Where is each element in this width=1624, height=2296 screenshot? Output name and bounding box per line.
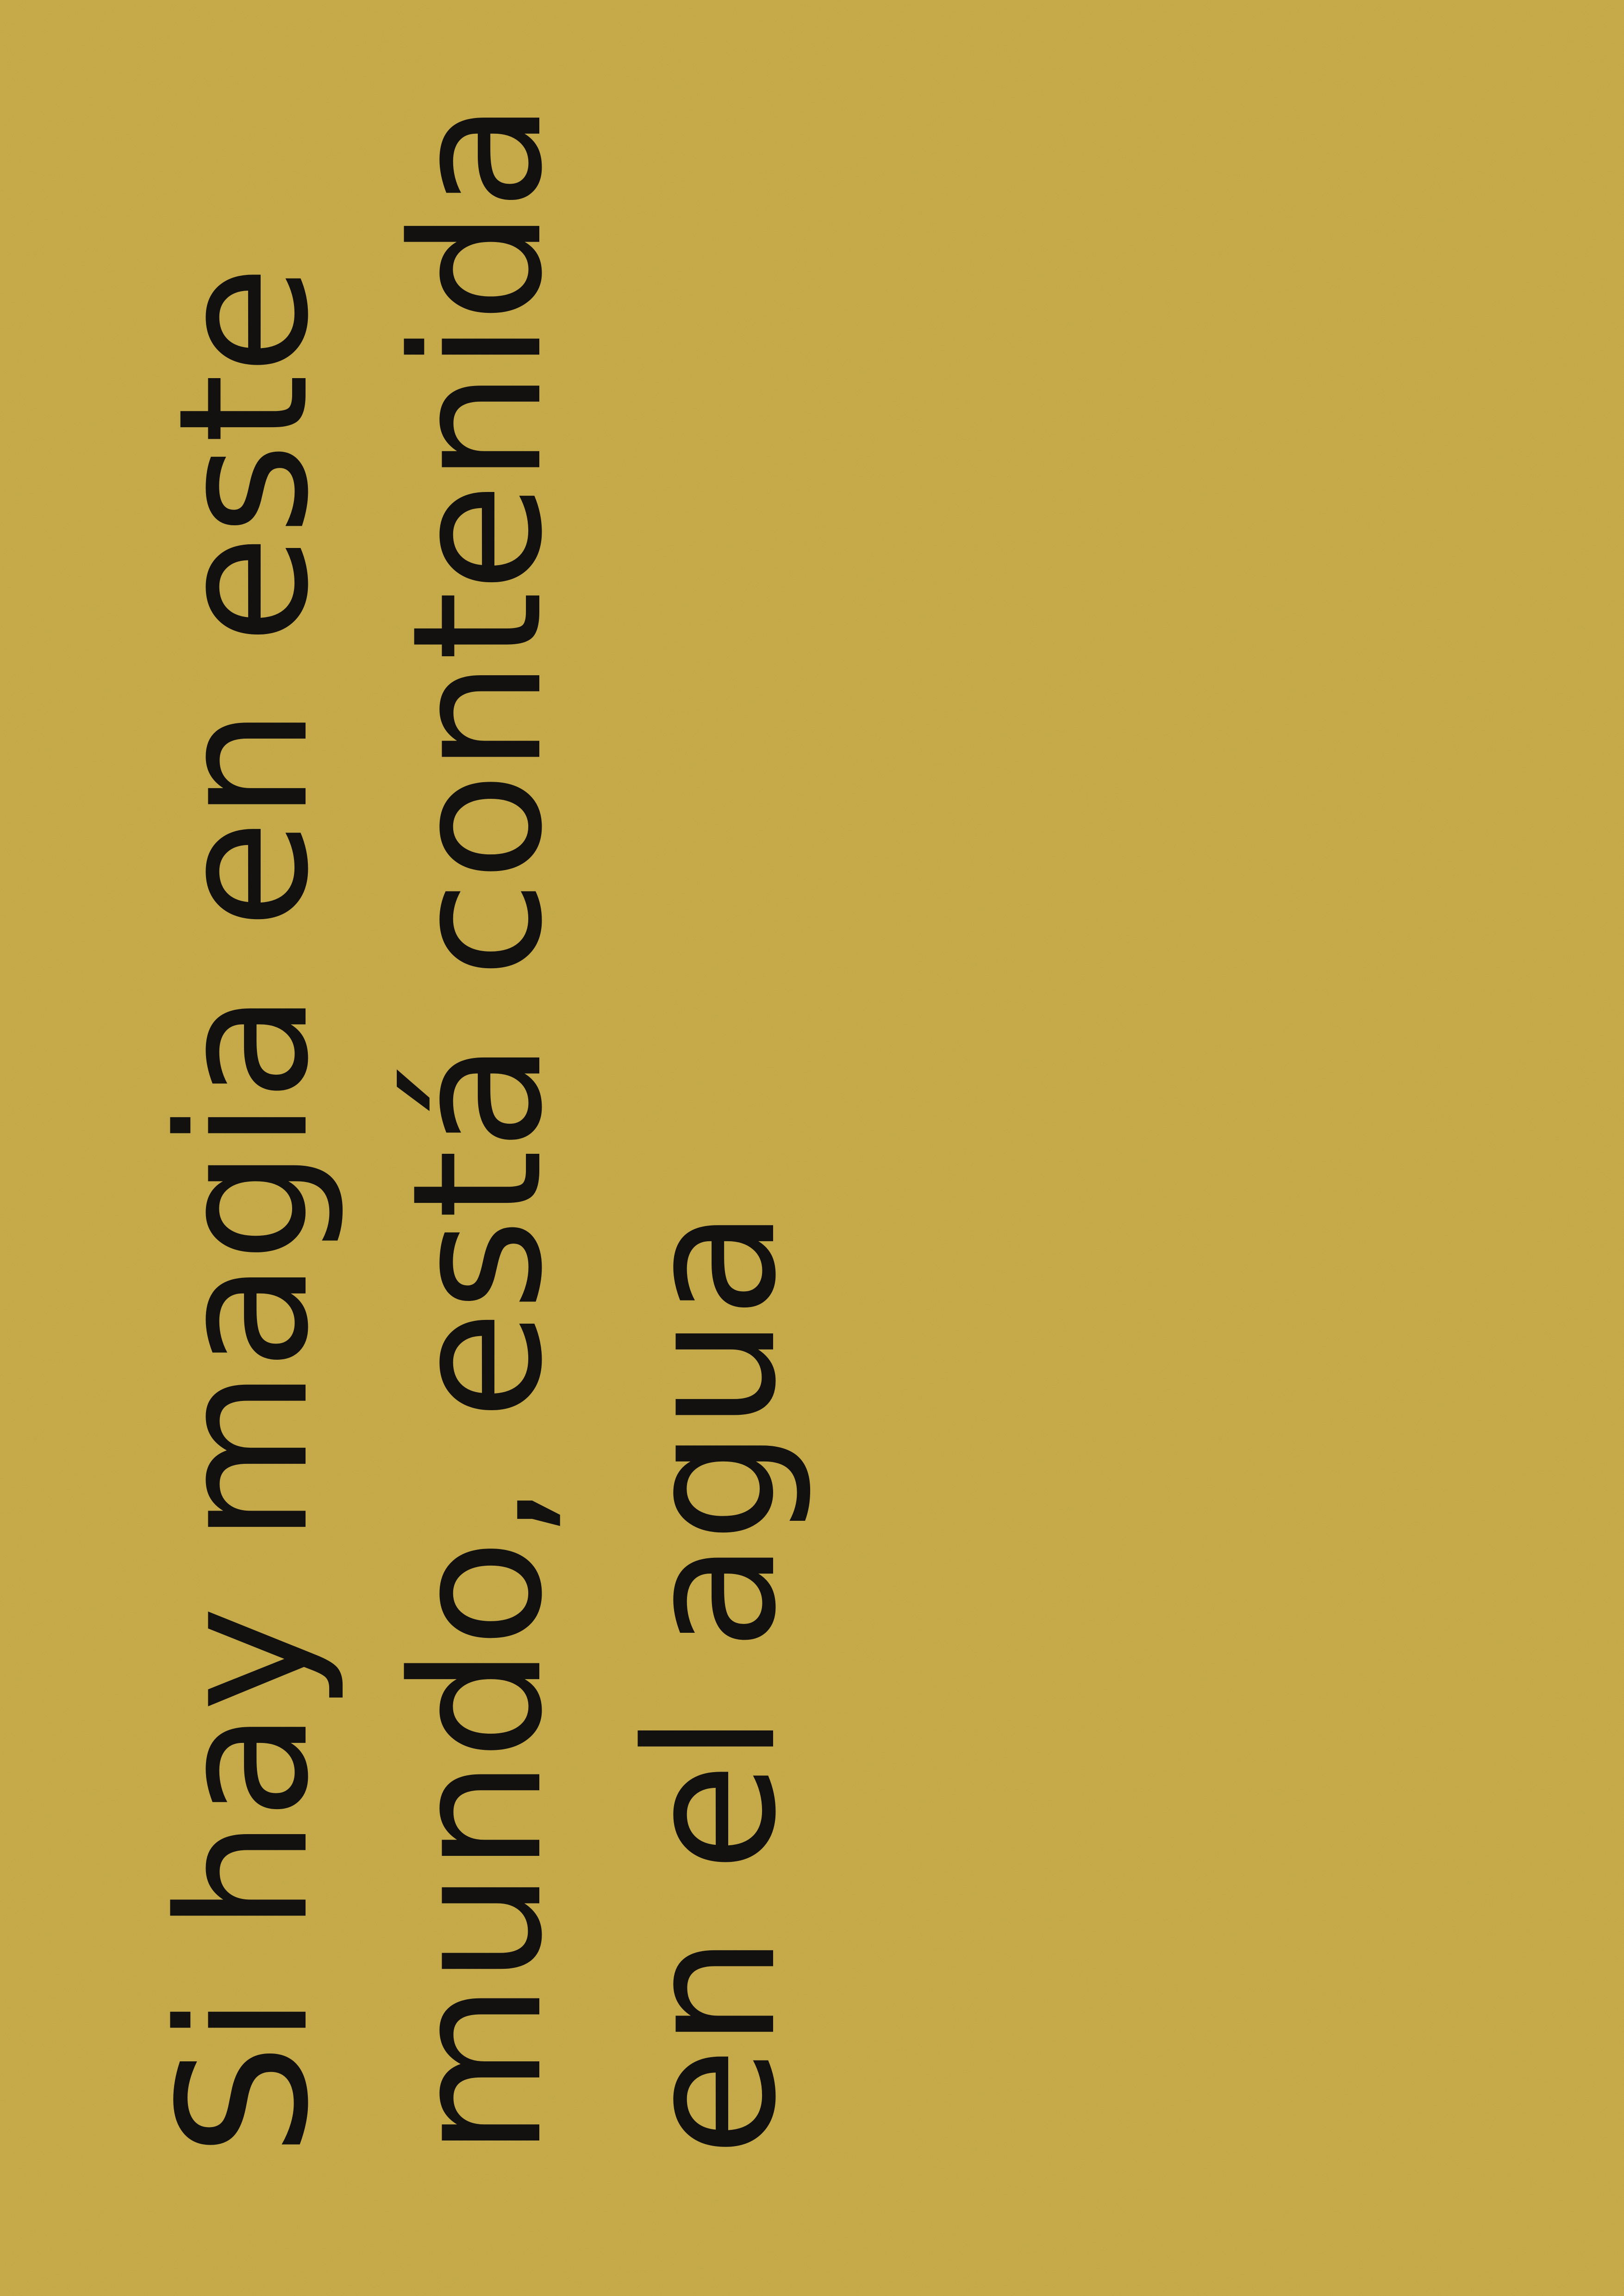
quote-line-2: mundo, está contenida — [361, 74, 595, 2157]
quote-line-3: en el agua — [595, 74, 829, 2157]
quote-line-1: Si hay magia en este — [127, 74, 361, 2157]
